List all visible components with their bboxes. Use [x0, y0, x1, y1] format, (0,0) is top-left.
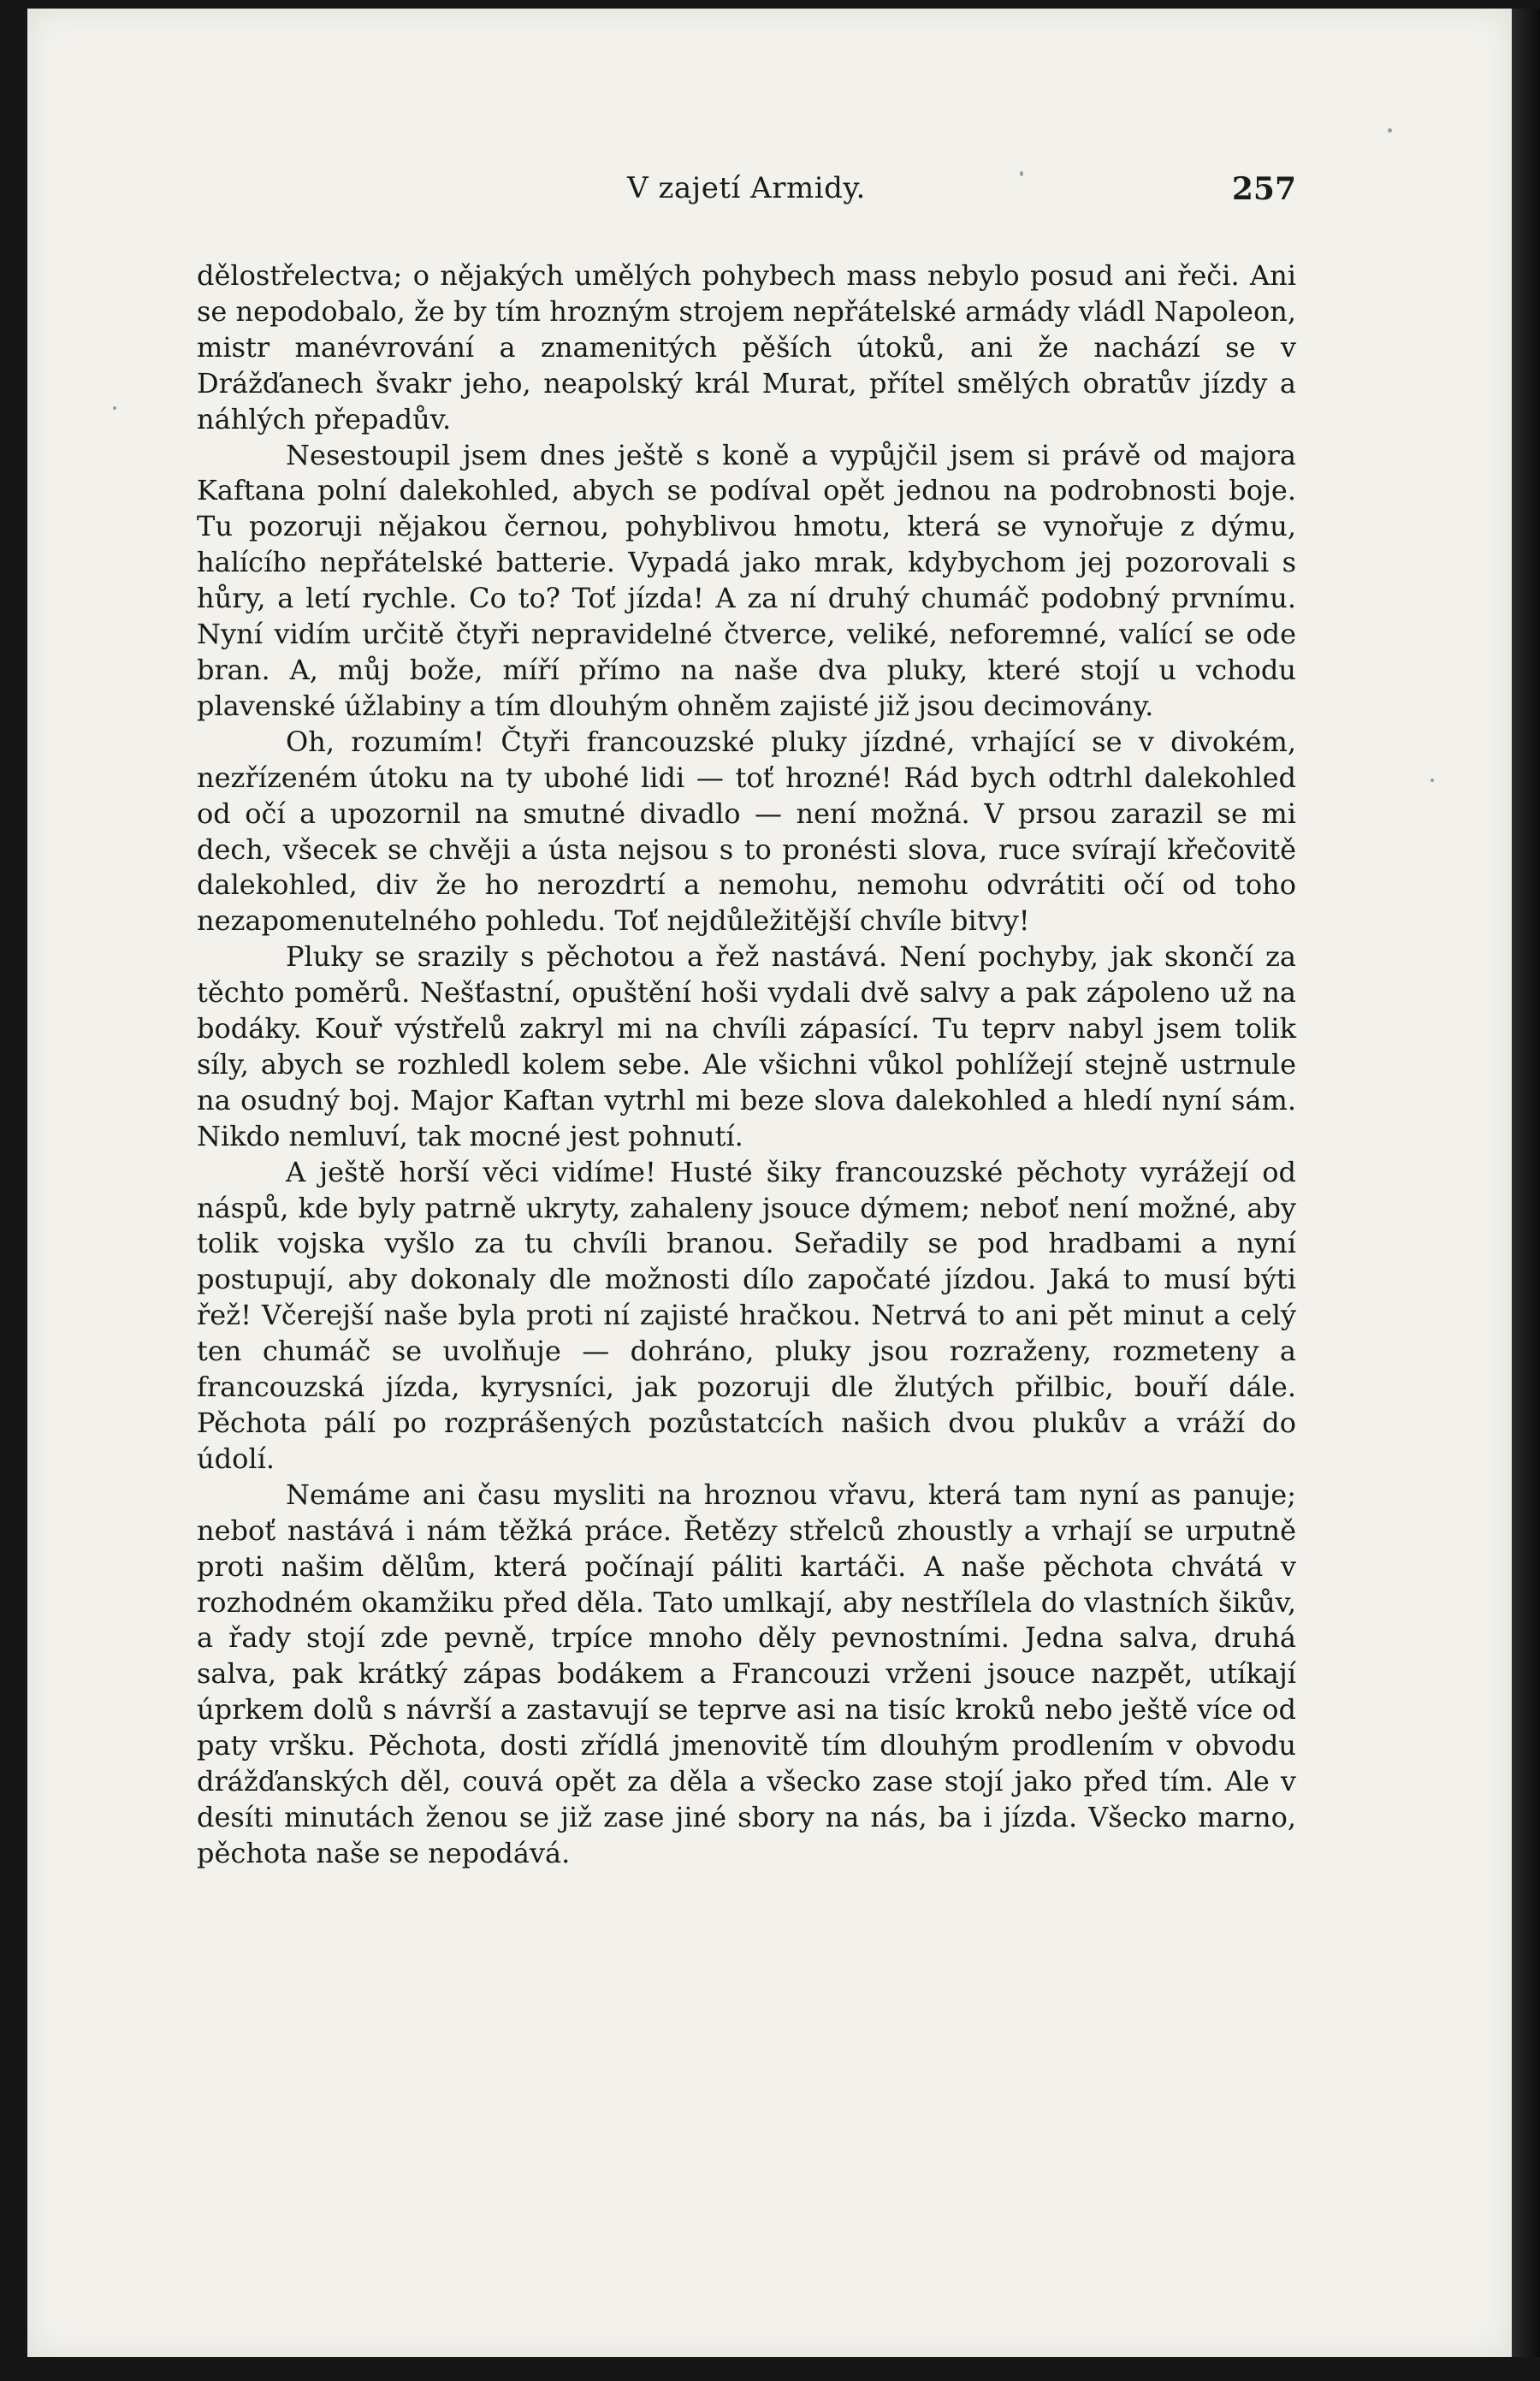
paper-speck — [1388, 128, 1392, 133]
paragraph: Nesestoupil jsem dnes ještě s koně a vypůjčil jsem si právě od majora Kaftana polní dalekohled, abych se podíval opět jednou na podrobnosti boje. Tu pozoruji nějakou černou, pohyblivou hmotu, která se vynořuje z dýmu, halícího nepřátelské batterie. Vypadá jako mrak, kdybychom jej pozorovali s hůry, a letí rychle. Co to? Toť jízda! A za ní druhý chumáč podobný prvnímu. Nyní vidím určitě čtyři nepravidelné čtverce, veliké, neforemné, valící se ode bran. A, můj bože, míří přímo na naše dva pluky, které stojí u vchodu plavenské úžlabiny a tím dlouhým ohněm zajisté již jsou decimovány. — [197, 438, 1296, 722]
page-number: 257 — [1231, 171, 1296, 207]
paragraph: Nemáme ani času mysliti na hroznou vřavu, která tam nyní as panuje; neboť nastává i nám těžká práce. Řetězy střelců zhoustly a vrhají se urputně proti našim dělům, která počínají páliti kartáči. A naše pěchota chvátá v rozhodném okamžiku před děla. Tato umlkají, aby nestřílela do vlastních šikův, a řady stojí zde pevně, trpíce mnoho děly pevnostními. Jedna salva, druhá salva, pak krátký zápas bodákem a Francouzi vrženi jsouce nazpět, utíkají úprkem dolů s návrší a zastavují se teprve asi na tisíc kroků nebo ještě více od paty vršku. Pěchota, dosti zřídlá jmenovitě tím dlouhým prodlením v obvodu drážďanských děl, couvá opět za děla a všecko zase stojí jako před tím. Ale v desíti minutách ženou se již zase jiné sbory na nás, ba i jízda. Všecko marno, pěchota naše se nepodává. — [197, 1478, 1296, 1869]
body-text — [197, 258, 1296, 1872]
paragraph: A ještě horší věci vidíme! Husté šiky francouzské pěchoty vyrážejí od náspů, kde byly patrně ukryty, zahaleny jsouce dýmem; neboť není možné, aby tolik vojska vyšlo za tu chvíli branou. Seřadily se pod hradbami a nyní postupují, aby dokonaly dle možnosti dílo započaté jízdou. Jaká to musí býti řež! Včerejší naše byla proti ní zajisté hračkou. Netrvá to ani pět minut a celý ten chumáč se uvolňuje — dohráno, pluky jsou rozraženy, rozmeteny a francouzská jízda, kyrysníci, jak pozoruji dle žlutých přilbic, bouří dále. Pěchota pálí po rozprášených pozůstatcích našich dvou plukův a vráží do údolí. — [197, 1155, 1296, 1475]
scan-edge — [1512, 9, 1540, 2357]
paragraph: Oh, rozumím! Čtyři francouzské pluky jízdné, vrhající se v divokém, nezřízeném útoku na ty ubohé lidi — toť hrozné! Rád bych odtrhl dalekohled od očí a upozornil na smutné divadlo — není možná. V prsou zarazil se mi dech, všecek se chvěji a ústa nejsou s to pronésti slova, ruce svírají křečovitě dalekohled, div že ho nerozdrtí a nemohu, nemohu odvrátiti očí od toho nezapomenutelného pohledu. Toť nejdůležitější chvíle bitvy! — [197, 725, 1296, 938]
paragraph: Pluky se srazily s pěchotou a řež nastává. Není pochyby, jak skončí za těchto poměrů. Nešťastní, opuštění hoši vydali dvě salvy a pak zápoleno už na bodáky. Kouř výstřelů zakryl mi na chvíli zápasící. Tu teprv nabyl jsem tolik síly, abych se rozhledl kolem sebe. Ale všichni vůkol pohlížejí stejně ustrnule na osudný boj. Major Kaftan vytrhl mi beze slova dalekohled a hledí nyní sám. Nikdo nemluví, tak mocné jest pohnutí. — [197, 940, 1296, 1152]
page-header — [197, 171, 1296, 222]
paper-speck — [113, 406, 116, 410]
paper-speck — [1430, 779, 1434, 782]
paragraph: dělostřelectva; o nějakých umělých pohybech mass nebylo posud ani řeči. Ani se nepodobalo, že by tím hrozným strojem nepřátelské armády vládl Napoleon, mistr manévrování a znamenitých pěších útoků, ani že nachází se v Drážďanech švakr jeho, neapolský král Murat, přítel smělých obratův jízdy a náhlých přepadův. — [197, 259, 1296, 435]
running-title: V zajetí Armidy. — [627, 171, 866, 205]
